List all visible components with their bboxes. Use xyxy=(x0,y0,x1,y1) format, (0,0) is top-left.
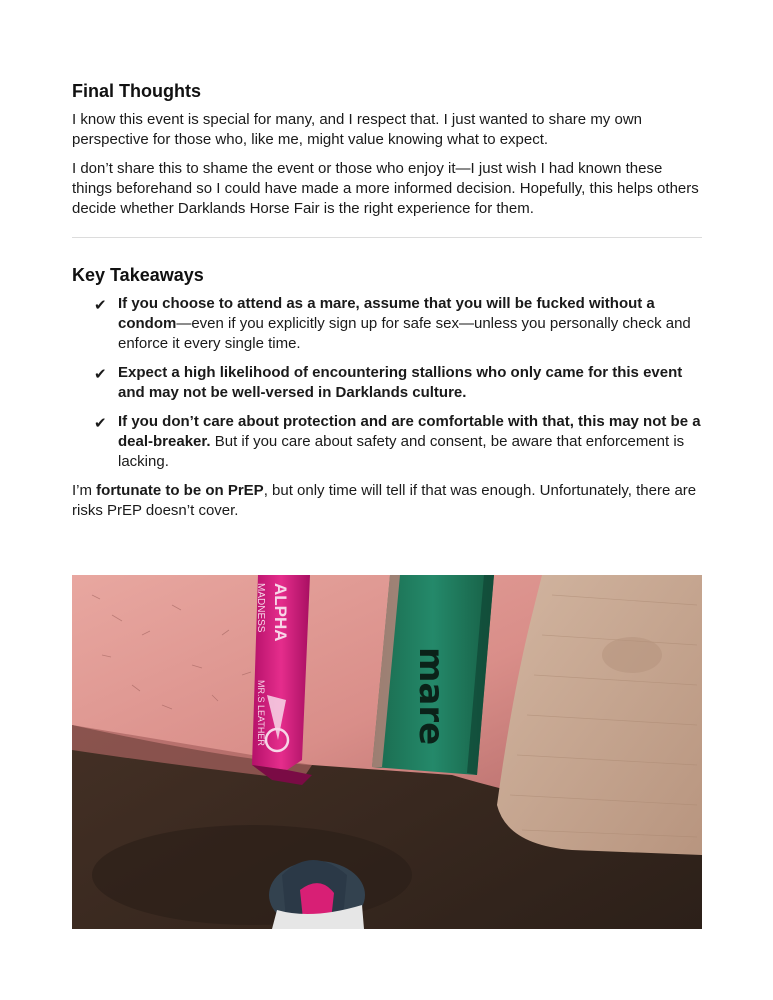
article-body xyxy=(72,78,702,530)
takeaway-text: —even if you explicitly sign up for safe sex—unless you personally check and enforce it every single time. xyxy=(118,315,691,352)
checkmark-icon: ✔ xyxy=(94,414,107,432)
takeaway-bold: Expect a high likelihood of encountering stallions who only came for this event and may not be well-versed in Darklands culture. xyxy=(118,364,683,401)
pink-band-text-leather: MR.S LEATHER xyxy=(256,680,266,746)
closing-text-start: I’m xyxy=(72,482,97,499)
final-thoughts-heading: Final Thoughts xyxy=(72,81,201,101)
takeaway-bold: If you don’t care about protection and are comfortable with that, this may not be a deal-breaker. xyxy=(118,413,701,450)
final-thoughts-paragraph-2: I don’t share this to shame the event or those who enjoy it—I just wish I had known these things beforehand so I could have made a more informed decision. Hopefully, this helps others decide whether Darklands Horse Fair is the right experience for them. xyxy=(72,160,699,217)
closing-text-end: , but only time will tell if that was enough. Unfortunately, there are risks PrEP doesn’t cover. xyxy=(72,482,697,519)
closing-paragraph xyxy=(72,481,702,521)
green-band-text: mare xyxy=(411,647,451,746)
pink-band-text-madness: MADNESS xyxy=(255,583,266,633)
list-item xyxy=(94,363,702,403)
closing-bold: fortunate to be on PrEP xyxy=(96,482,264,499)
section-divider xyxy=(72,237,702,238)
pink-band-text-alpha: ALPHA xyxy=(271,583,290,642)
takeaways-list xyxy=(72,294,702,472)
takeaway-text: But if you care about safety and consent, be aware that enforcement is lacking. xyxy=(118,433,685,470)
final-thoughts-paragraph-1: I know this event is special for many, and I respect that. I just wanted to share my own perspective for those who, like me, might value knowing what to expect. xyxy=(72,111,642,148)
floor-shadow xyxy=(92,825,412,925)
wristbands-photo xyxy=(72,575,702,929)
takeaway-bold: If you choose to attend as a mare, assume that you will be fucked without a condom xyxy=(118,295,655,332)
final-thoughts-section xyxy=(72,78,702,219)
list-item xyxy=(94,294,702,354)
green-wristband xyxy=(372,575,494,775)
key-takeaways-heading: Key Takeaways xyxy=(72,265,204,285)
list-item xyxy=(94,412,702,472)
checkmark-icon: ✔ xyxy=(94,296,107,314)
checkmark-icon: ✔ xyxy=(94,365,107,383)
key-takeaways-section xyxy=(72,262,702,521)
